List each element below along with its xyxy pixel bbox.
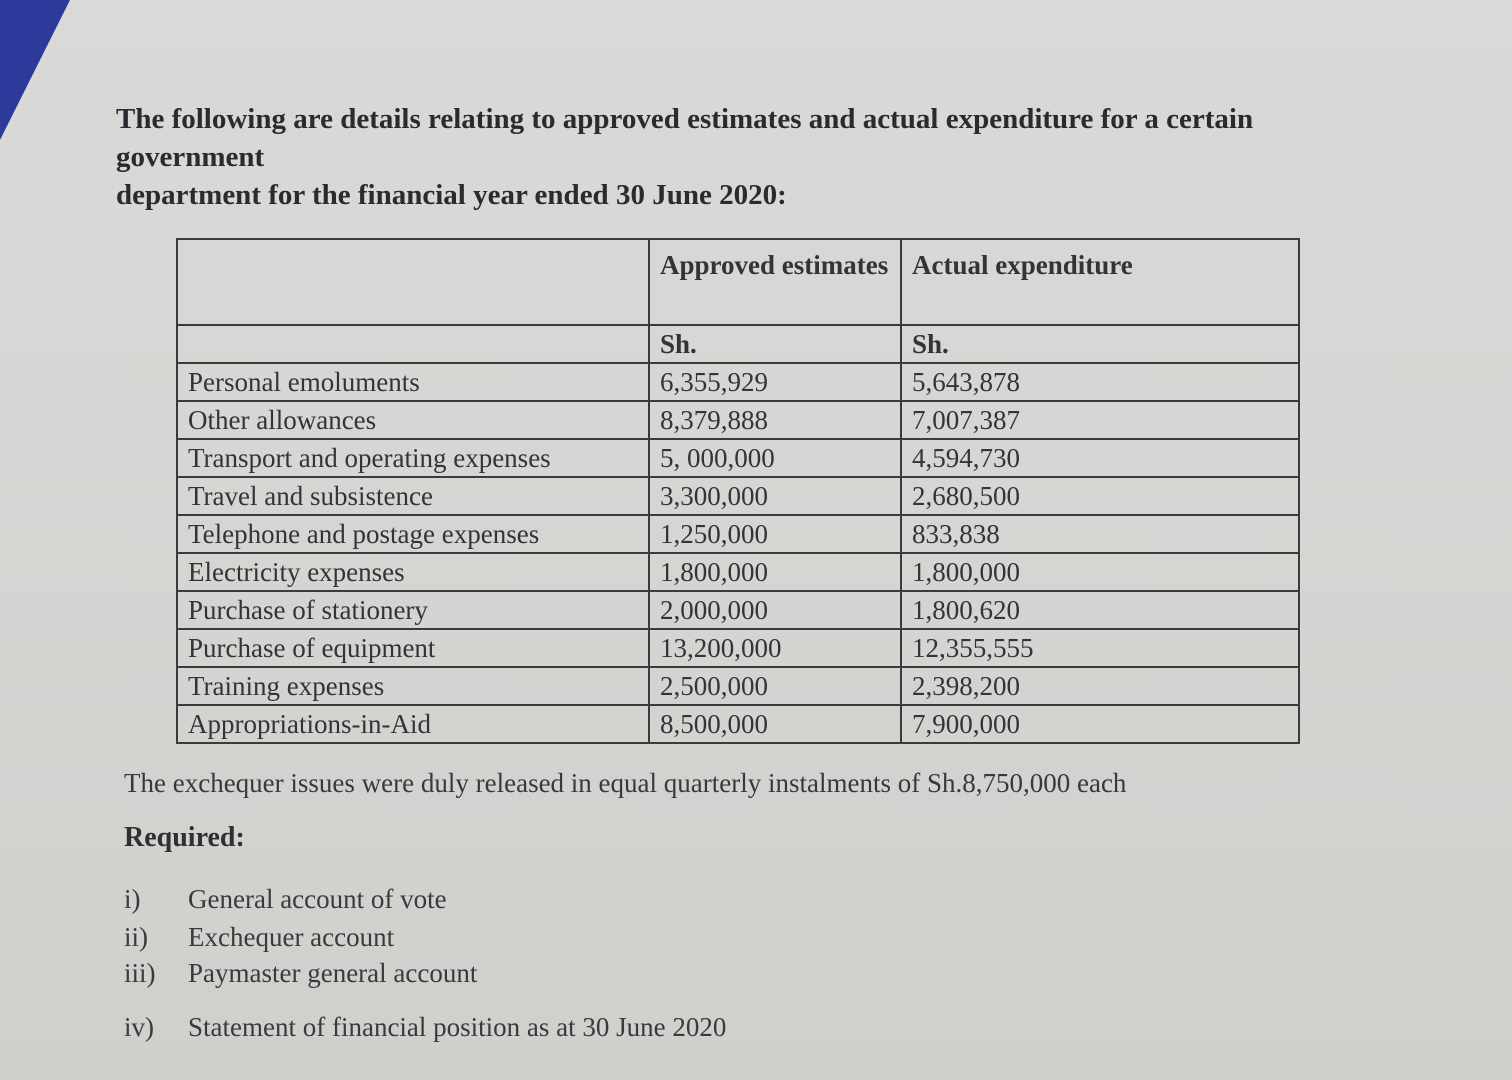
table-row <box>177 401 1299 439</box>
row-item: Transport and operating expenses <box>177 439 649 477</box>
header-actual-expenditure: Actual expenditure <box>901 239 1299 325</box>
row-item: Training expenses <box>177 667 649 705</box>
row-approved: 3,300,000 <box>649 477 901 515</box>
required-item-number: iv) <box>124 1012 154 1042</box>
required-item <box>124 922 394 953</box>
row-approved: 13,200,000 <box>649 629 901 667</box>
table-row <box>177 705 1299 743</box>
row-actual: 4,594,730 <box>901 439 1299 477</box>
intro-line-2: department for the financial year ended 30 June 2020: <box>116 179 787 211</box>
required-item <box>124 884 447 915</box>
row-actual: 1,800,000 <box>901 553 1299 591</box>
required-item-number: iii) <box>124 958 156 988</box>
table-row <box>177 363 1299 401</box>
row-item: Other allowances <box>177 401 649 439</box>
expenditure-table <box>176 238 1300 744</box>
row-approved: 1,250,000 <box>649 515 901 553</box>
row-actual: 1,800,620 <box>901 591 1299 629</box>
units-approved: Sh. <box>649 325 901 363</box>
table-row <box>177 477 1299 515</box>
required-heading: Required: <box>124 822 245 853</box>
row-approved: 8,379,888 <box>649 401 901 439</box>
required-item-number: ii) <box>124 922 148 952</box>
header-item <box>177 239 649 325</box>
row-approved: 6,355,929 <box>649 363 901 401</box>
required-item-text: Statement of financial position as at 30 June 2020 <box>188 1012 727 1042</box>
units-item <box>177 325 649 363</box>
row-item: Personal emoluments <box>177 363 649 401</box>
header-approved-estimates: Approved estimates <box>649 239 901 325</box>
intro-paragraph <box>116 100 1406 214</box>
table-row <box>177 629 1299 667</box>
exchequer-note: The exchequer issues were duly released in equal quarterly instalments of Sh.8,750,000 each <box>124 768 1127 798</box>
row-item: Purchase of equipment <box>177 629 649 667</box>
row-actual: 833,838 <box>901 515 1299 553</box>
row-item: Electricity expenses <box>177 553 649 591</box>
row-approved: 2,500,000 <box>649 667 901 705</box>
required-item-number: i) <box>124 884 141 914</box>
units-actual: Sh. <box>901 325 1299 363</box>
row-item: Appropriations-in-Aid <box>177 705 649 743</box>
required-item <box>124 958 477 989</box>
table-row <box>177 667 1299 705</box>
table-row <box>177 439 1299 477</box>
row-actual: 5,643,878 <box>901 363 1299 401</box>
row-actual: 12,355,555 <box>901 629 1299 667</box>
row-actual: 7,007,387 <box>901 401 1299 439</box>
row-actual: 2,680,500 <box>901 477 1299 515</box>
row-item: Travel and subsistence <box>177 477 649 515</box>
row-actual: 7,900,000 <box>901 705 1299 743</box>
row-item: Purchase of stationery <box>177 591 649 629</box>
row-item: Telephone and postage expenses <box>177 515 649 553</box>
row-approved: 1,800,000 <box>649 553 901 591</box>
required-item-text: Exchequer account <box>188 922 395 952</box>
required-item <box>124 1012 726 1043</box>
intro-line-1: The following are details relating to approved estimates and actual expenditure for a certain government <box>116 103 1254 173</box>
table-row <box>177 515 1299 553</box>
table-units-row <box>177 325 1299 363</box>
table-header-row <box>177 239 1299 325</box>
row-approved: 2,000,000 <box>649 591 901 629</box>
corner-decoration <box>0 0 70 140</box>
table-row <box>177 591 1299 629</box>
row-approved: 5, 000,000 <box>649 439 901 477</box>
row-actual: 2,398,200 <box>901 667 1299 705</box>
required-item-text: Paymaster general account <box>188 958 478 988</box>
required-item-text: General account of vote <box>188 884 447 914</box>
table-row <box>177 553 1299 591</box>
row-approved: 8,500,000 <box>649 705 901 743</box>
